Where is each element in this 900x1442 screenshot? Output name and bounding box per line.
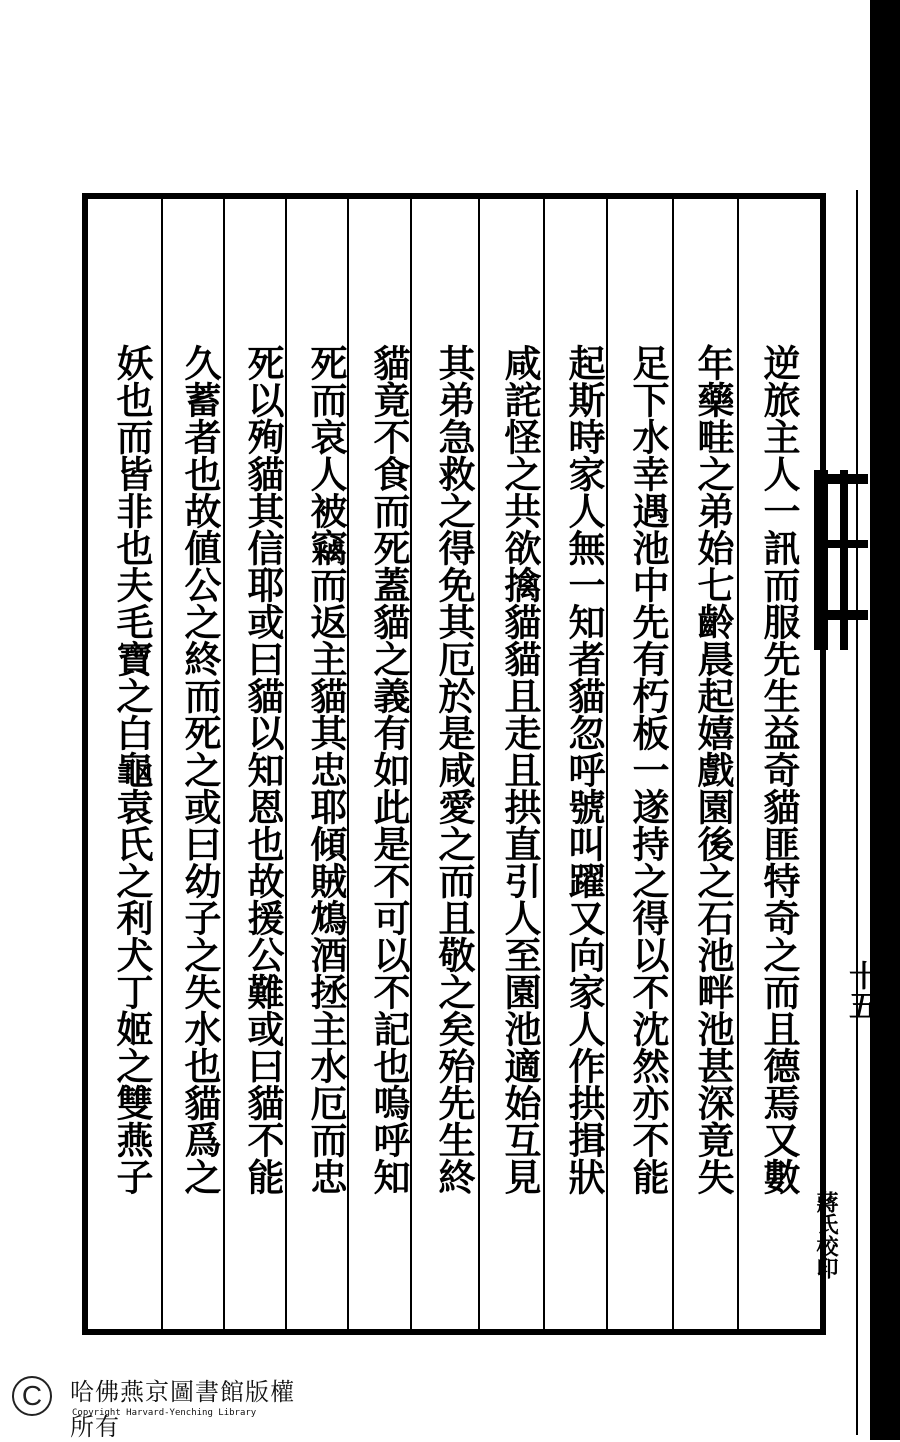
column-rule <box>737 199 739 1329</box>
text-column: 足下水幸遇池中先有朽板一遂持之得以不沈然亦不能 <box>626 344 670 1195</box>
publisher-stamp: 蔣氏校印 <box>813 1191 839 1279</box>
text-column: 妖也而皆非也夫毛寶之白龜袁氏之利犬丁姬之雙燕子 <box>110 344 154 1195</box>
text-column: 久蓄者也故値公之終而死之或曰幼子之失水也貓爲之 <box>178 344 222 1195</box>
copyright-text-en: Copyright Harvard-Yenching Library <box>72 1408 257 1418</box>
text-column: 起斯時家人無一知者貓忽呼號叫躍又向家人作拱揖狀 <box>562 344 606 1195</box>
text-column: 其弟急救之得免其厄於是咸愛之而且敬之矣殆先生終 <box>432 344 476 1195</box>
column-rule <box>672 199 674 1329</box>
text-column: 咸詫怪之共欲擒貓貓且走且拱直引人至園池適始互見 <box>498 344 542 1195</box>
column-rule <box>478 199 480 1329</box>
folio-number: 十五 <box>843 960 878 1020</box>
text-column: 死而哀人被竊而返主貓其忠耶傾賊鴆酒拯主水厄而忠 <box>304 344 348 1195</box>
copyright-text-zh: 哈佛燕京圖書館版權所有 <box>70 1378 295 1441</box>
text-column: 年藥畦之弟始七齡晨起嬉戲園後之石池畔池甚深竟失 <box>691 344 735 1195</box>
column-rule <box>543 199 545 1329</box>
text-column: 逆旅主人一訊而服先生益奇貓匪特奇之而且德焉又數 <box>757 344 801 1195</box>
text-column: 死以殉貓其信耶或曰貓以知恩也故援公難或曰貓不能 <box>241 344 285 1195</box>
fishtail-marks <box>810 460 872 660</box>
copyright-label <box>8 1368 308 1441</box>
text-column: 貓竟不食而死蓋貓之義有如此是不可以不記也嗚呼知 <box>367 344 411 1195</box>
column-rule <box>223 199 225 1329</box>
copyright-icon: C <box>12 1376 52 1416</box>
